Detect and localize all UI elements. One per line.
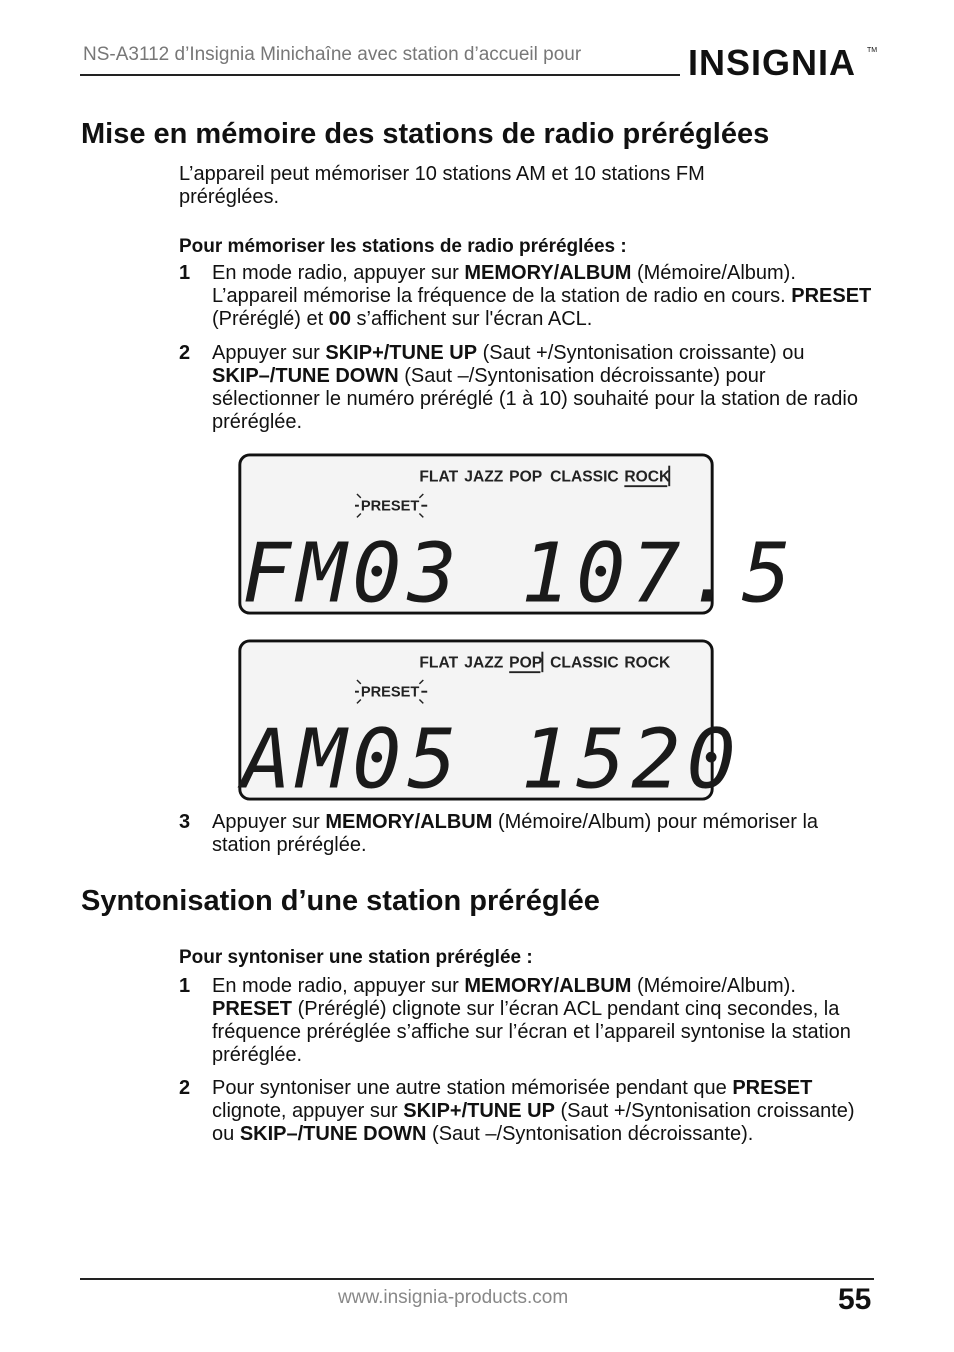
- eq-pop: POP: [509, 468, 543, 486]
- lcd-display-fm: [232, 453, 797, 622]
- step-bold-term: MEMORY/ALBUM: [464, 262, 632, 284]
- step-number: 2: [179, 342, 191, 364]
- eq-classic: CLASSIC: [550, 654, 619, 672]
- step-text-run: (Mémoire/Album) pour mémoriser la station préréglée.: [212, 811, 819, 856]
- step-text-run: (Mémoire/Album). L’appareil mémorise la fréquence de la station de radio en cours.: [212, 262, 796, 307]
- step-text-run: (Mémoire/Album).: [631, 975, 796, 997]
- step-item: [179, 975, 874, 1067]
- step-text: [212, 1077, 874, 1146]
- insignia-logo: INSIGNIA: [688, 42, 857, 83]
- svg-text:PRESET: PRESET: [360, 498, 420, 515]
- step-number: 1: [179, 975, 191, 997]
- step-bold-term: 00: [328, 308, 351, 330]
- eq-flat: FLAT: [419, 654, 459, 672]
- logo-trademark: TM: [867, 47, 878, 54]
- subheading-tune: Pour syntoniser une station préréglée :: [179, 947, 533, 968]
- step-text-run: clignote, appuyer sur: [212, 1100, 404, 1122]
- step-number: 1: [179, 262, 191, 284]
- lcd-frequency: 1520: [520, 712, 742, 808]
- step-item: [179, 1077, 874, 1146]
- step-text-run: Appuyer sur: [212, 811, 326, 833]
- step-bold-term: SKIP–/TUNE DOWN: [239, 1123, 427, 1145]
- step-bold-term: SKIP–/TUNE DOWN: [212, 365, 399, 387]
- lcd-display-am: [232, 639, 742, 808]
- intro-paragraph: L’appareil peut mémoriser 10 stations AM et 10 stations FM préréglées.: [179, 163, 705, 208]
- step-text-run: En mode radio, appuyer sur: [212, 975, 465, 997]
- step-text-run: (Préréglé) clignote sur l’écran ACL pendant cinq secondes, la fréquence préréglée s’affiche sur l’écran et l’appareil syntonise la station préréglée.: [212, 998, 851, 1066]
- lcd-band-preset: FM03: [241, 526, 463, 622]
- subheading-memorize: Pour mémoriser les stations de radio préréglées :: [179, 236, 627, 257]
- step-text-run: (Saut –/Syntonisation décroissante) pour sélectionner le numéro préréglé (1 à 10) souhaité pour la station de radio préréglée.: [212, 365, 858, 433]
- step-bold-term: MEMORY/ALBUM: [464, 975, 632, 997]
- step-text-run: s’affichent sur l'écran ACL.: [350, 308, 593, 330]
- step-text-run: (Saut –/Syntonisation décroissante).: [426, 1123, 754, 1145]
- step-item: [179, 811, 874, 857]
- eq-flat: FLAT: [419, 468, 459, 486]
- step-text: [212, 811, 874, 857]
- step-text-run: En mode radio, appuyer sur: [212, 262, 465, 284]
- eq-rock: ROCK: [624, 654, 671, 672]
- section-heading-memory: Mise en mémoire des stations de radio préréglées: [81, 118, 770, 150]
- header-rule: [80, 74, 680, 76]
- step-text: [212, 342, 874, 434]
- step-text-run: (Saut +/Syntonisation croissante) ou: [212, 1100, 855, 1145]
- lcd-band-preset: AM05: [241, 712, 463, 808]
- footer-url-link[interactable]: www.insignia-products.com: [338, 1287, 569, 1308]
- step-bold-term: PRESET: [212, 998, 293, 1020]
- eq-jazz: JAZZ: [464, 468, 504, 486]
- section-heading-tuning: Syntonisation d’une station préréglée: [81, 885, 600, 917]
- lcd-frequency: 107.5: [520, 526, 797, 622]
- step-bold-term: MEMORY/ALBUM: [325, 811, 493, 833]
- step-text-run: (Saut +/Syntonisation croissante) ou: [477, 342, 805, 364]
- eq-classic: CLASSIC: [550, 468, 619, 486]
- step-text: [212, 975, 874, 1067]
- step-text: [212, 262, 874, 331]
- step-bold-term: SKIP+/TUNE UP: [403, 1100, 555, 1122]
- step-bold-term: PRESET: [732, 1077, 813, 1099]
- svg-text:PRESET: PRESET: [360, 684, 420, 701]
- footer-rule: [80, 1278, 874, 1280]
- step-bold-term: PRESET: [791, 285, 872, 307]
- step-text-run: (Préréglé) et: [212, 308, 329, 330]
- step-number: 2: [179, 1077, 191, 1099]
- step-item: [179, 342, 874, 434]
- eq-rock: ROCK: [624, 468, 671, 486]
- step-text-run: Pour syntoniser une autre station mémorisée pendant que: [212, 1077, 733, 1099]
- step-number: 3: [179, 811, 191, 833]
- step-bold-term: SKIP+/TUNE UP: [325, 342, 478, 364]
- page-number: 55: [838, 1283, 872, 1316]
- header-title: NS-A3112 d’Insignia Minichaîne avec station d’accueil pour: [83, 44, 582, 65]
- step-item: [179, 262, 874, 331]
- step-text-run: Appuyer sur: [212, 342, 326, 364]
- eq-pop: POP: [509, 654, 543, 672]
- eq-jazz: JAZZ: [464, 654, 504, 672]
